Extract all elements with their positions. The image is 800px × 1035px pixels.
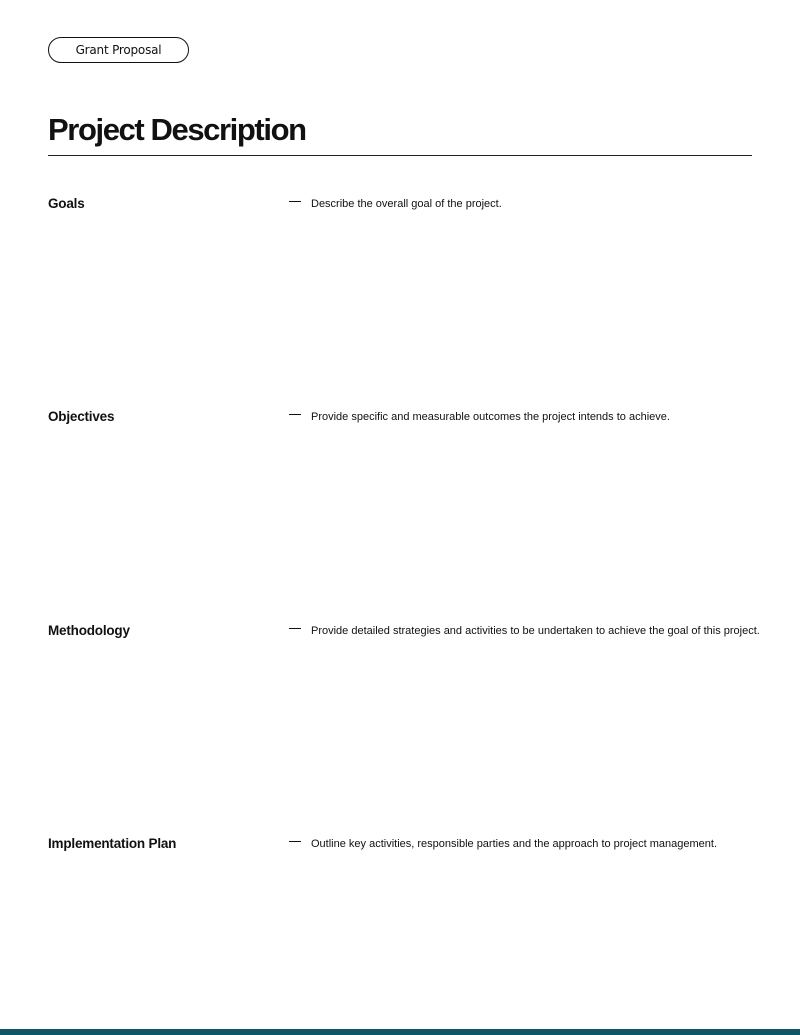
section-implementation-plan-label: Implementation Plan xyxy=(48,836,177,851)
footer-accent-bar xyxy=(0,1029,800,1035)
section-goals-dash xyxy=(289,201,301,202)
title-divider xyxy=(48,155,752,156)
section-methodology-label: Methodology xyxy=(48,623,130,638)
page-title: Project Description xyxy=(48,112,306,147)
section-goals-description: Describe the overall goal of the project. xyxy=(311,198,502,210)
section-objectives-dash xyxy=(289,414,301,415)
section-methodology xyxy=(48,622,760,642)
section-goals xyxy=(48,195,752,215)
section-methodology-description: Provide detailed strategies and activities to be undertaken to achieve the goal of this project. xyxy=(311,625,760,637)
grant-proposal-tag xyxy=(48,37,189,63)
section-implementation-plan-dash xyxy=(289,841,301,842)
section-goals-label: Goals xyxy=(48,196,85,211)
section-objectives-label: Objectives xyxy=(48,409,115,424)
grant-proposal-tag-label: Grant Proposal xyxy=(75,43,162,57)
section-methodology-dash xyxy=(289,628,301,629)
section-implementation-plan xyxy=(48,835,752,855)
section-objectives xyxy=(48,408,752,428)
section-implementation-plan-description: Outline key activities, responsible parties and the approach to project management. xyxy=(311,838,718,850)
section-objectives-description: Provide specific and measurable outcomes the project intends to achieve. xyxy=(311,411,670,423)
